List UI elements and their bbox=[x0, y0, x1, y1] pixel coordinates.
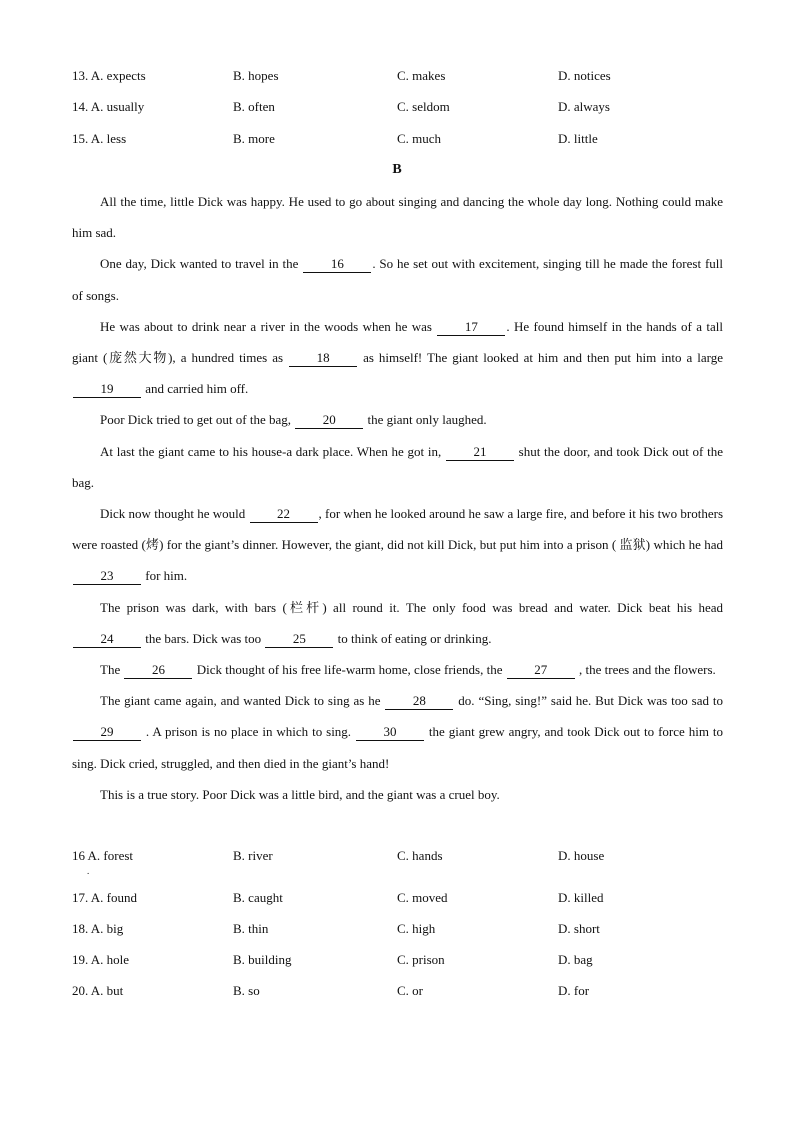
paragraph-8: The 26 Dick thought of his free life-warm home, close friends, the 27 , the trees and the flowers. bbox=[100, 662, 716, 678]
option-c: C. hands bbox=[397, 848, 443, 863]
paragraph-7: The prison was dark, with bars (栏杆) all round it. The only food was bread and water. Dick beat his head 24 the bars. Dick was too 25 to think of eating or drinking. bbox=[72, 592, 723, 654]
stray-dot: . bbox=[87, 866, 90, 876]
paragraph-3: He was about to drink near a river in the woods when he was 17 . He found himself in the hands of a tall giant (庞然大物), a hundred times as 18 as himself! The giant looked at him and then put him into a large 19 and carried him off. bbox=[72, 318, 724, 397]
question-14-options bbox=[72, 98, 732, 116]
blank-30: 30 bbox=[356, 724, 424, 741]
blank-23: 23 bbox=[73, 568, 141, 585]
question-13-options bbox=[72, 67, 732, 85]
reading-passage bbox=[72, 186, 723, 810]
option-b: B. more bbox=[233, 131, 275, 146]
paragraph-1: All the time, little Dick was happy. He used to go about singing and dancing the whole day long. Nothing could make him sad. bbox=[72, 194, 723, 241]
paragraph-2: One day, Dick wanted to travel in the 16 . So he set out with excitement, singing till he made the forest full of songs. bbox=[72, 256, 723, 303]
blank-16: 16 bbox=[303, 256, 371, 273]
blank-25: 25 bbox=[265, 631, 333, 648]
blank-26: 26 bbox=[124, 662, 192, 679]
blank-28: 28 bbox=[385, 693, 453, 710]
option-b: B. building bbox=[233, 952, 292, 967]
option-a: 14. A. usually bbox=[72, 99, 145, 114]
blank-20: 20 bbox=[295, 412, 363, 429]
option-d: D. short bbox=[558, 921, 600, 936]
paragraph-10: This is a true story. Poor Dick was a little bird, and the giant was a cruel boy. bbox=[100, 786, 500, 802]
option-c: C. much bbox=[397, 131, 442, 146]
blank-22: 22 bbox=[250, 506, 318, 523]
paragraph-6: Dick now thought he would 22 , for when he looked around he saw a large fire, and before it his two brothers were roasted (烤) for the giant’s dinner. However, the giant, did not kill Dick, but put him into a prison ( 监狱) which he had 23 for him. bbox=[72, 506, 723, 584]
option-c: C. moved bbox=[397, 890, 448, 905]
blank-27: 27 bbox=[507, 662, 575, 679]
blank-24: 24 bbox=[73, 631, 141, 648]
option-c: C. prison bbox=[397, 952, 445, 967]
option-a: 20. A. but bbox=[72, 983, 124, 998]
option-c: C. makes bbox=[397, 68, 446, 83]
paragraph-4: Poor Dick tried to get out of the bag, 20 the giant only laughed. bbox=[100, 412, 487, 428]
option-b: B. thin bbox=[233, 921, 269, 936]
option-a: 17. A. found bbox=[72, 890, 137, 905]
question-18-options bbox=[72, 920, 732, 938]
option-d: D. little bbox=[558, 131, 598, 146]
blank-17: 17 bbox=[437, 319, 505, 336]
option-a: 13. A. expects bbox=[72, 68, 146, 83]
question-17-options bbox=[72, 889, 732, 907]
paragraph-9: The giant came again, and wanted Dick to sing as he 28 do. “Sing, sing!” said he. But Dick was too sad to 29 . A prison is no place in which to sing. 30 the giant grew angry, and took Dick out to force him to sing. Dick cried, struggled, and then died in the giant’s hand! bbox=[72, 693, 723, 771]
option-d: D. house bbox=[558, 848, 605, 863]
question-20-options bbox=[72, 982, 732, 1000]
blank-21: 21 bbox=[446, 444, 514, 461]
option-c: C. high bbox=[397, 921, 436, 936]
option-b: B. hopes bbox=[233, 68, 279, 83]
option-b: B. often bbox=[233, 99, 275, 114]
option-a: 18. A. big bbox=[72, 921, 124, 936]
option-b: B. so bbox=[233, 983, 260, 998]
option-d: D. bag bbox=[558, 952, 593, 967]
option-d: D. for bbox=[558, 983, 590, 998]
option-d: D. notices bbox=[558, 68, 611, 83]
option-d: D. killed bbox=[558, 890, 604, 905]
question-19-options bbox=[72, 951, 732, 969]
option-a: 15. A. less bbox=[72, 131, 127, 146]
question-16-options bbox=[72, 847, 732, 865]
option-a: 19. A. hole bbox=[72, 952, 130, 967]
question-15-options bbox=[72, 130, 732, 148]
option-d: D. always bbox=[558, 99, 610, 114]
option-b: B. caught bbox=[233, 890, 283, 905]
option-a: 16 A. forest bbox=[72, 848, 134, 863]
section-heading: B bbox=[392, 162, 402, 177]
blank-18: 18 bbox=[289, 350, 357, 367]
blank-29: 29 bbox=[73, 724, 141, 741]
option-b: B. river bbox=[233, 848, 273, 863]
option-c: C. or bbox=[397, 983, 423, 998]
option-c: C. seldom bbox=[397, 99, 450, 114]
paragraph-5: At last the giant came to his house-a dark place. When he got in, 21 shut the door, and took Dick out of the bag. bbox=[72, 443, 723, 490]
blank-19: 19 bbox=[73, 381, 141, 398]
